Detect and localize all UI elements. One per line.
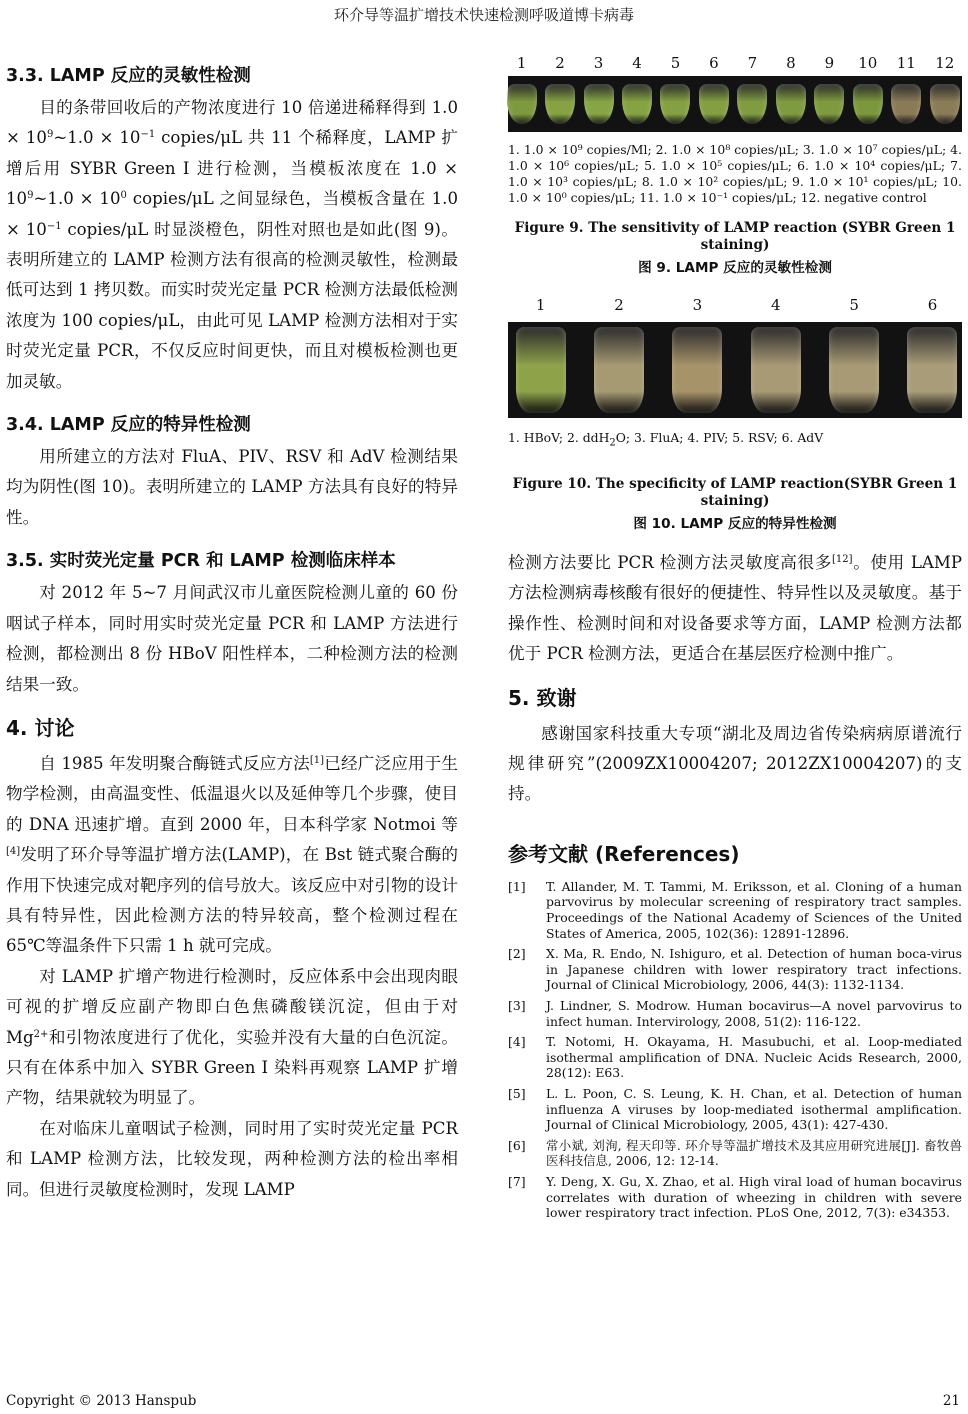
lane-number: 5 [849,296,859,314]
reference-text: X. Ma, R. Endo, N. Ishiguro, et al. Detection of human boca-virus in Japanese children with lower respiratory tract infections. Journal of Clinical Microbiology, 2006, 44(3): 1132-1134. [546,946,962,993]
discussion-continuation: 检测方法要比 PCR 检测方法灵敏度高很多[12]。使用 LAMP 方法检测病毒核酸有很好的便捷性、特异性以及灵敏度。基于操作性、检测时间和对设备要求等方面，LAMP 检测方法都优于 PCR 检测方法，更适合在基层医疗检测中推广。 [508,553,963,664]
reaction-tube [891,84,921,124]
section-3-5-paragraph: 对 2012 年 5~7 月间武汉市儿童医院检测儿童的 60 份咽试子样本，同时用实时荧光定量 PCR 和 LAMP 方法进行检测，都检测出 8 份 HBoV 阳性样本，二种检测方法的检测结果一致。 [6,583,458,694]
section-4-title: 4. 讨论 [6,715,75,740]
reaction-tube [907,327,957,413]
references-title: 参考文献 (References) [508,841,740,866]
footer-copyright: Copyright © 2013 Hanspub [6,1393,197,1409]
figure-10-title-cn: 图 10. LAMP 反应的特异性检测 [633,516,837,532]
section-3-3-title: 3.3. LAMP 反应的灵敏性检测 [6,66,251,86]
lane-number: 2 [614,296,624,314]
reference-text: L. L. Poon, C. S. Leung, K. H. Chan, et al. Detection of human influenza A viruses by loop-mediated isothermal amplification. Journal of Clinical Microbiology, 2005, 43(1): 427-430. [546,1085,962,1133]
figure-10-title-en: Figure 10. The specificity of LAMP reaction(SYBR Green 1 staining) [512,476,958,509]
left-column [6,48,458,1205]
lane-number: 6 [927,296,938,314]
reference-item [508,879,962,941]
section-3-4-title: 3.4. LAMP 反应的特异性检测 [6,415,251,436]
lane-number: 4 [632,54,642,72]
lane-number: 3 [692,296,703,314]
reaction-tube [594,327,644,413]
figure-9-title-en: Figure 9. The sensitivity of LAMP reaction (SYBR Green 1 staining) [514,220,956,253]
lane-number: 5 [670,54,681,72]
lane-number: 4 [770,296,781,314]
reference-item [508,946,962,993]
reaction-tube [507,84,537,124]
reaction-tube [751,327,801,413]
lane-number: 11 [896,54,916,72]
figure-10-lane-numbers [508,296,962,318]
reaction-tube [814,84,844,124]
reaction-tube [660,84,690,124]
lane-number: 7 [747,54,758,72]
lane-number: 10 [858,54,878,72]
reaction-tube [516,327,566,413]
right-column [508,54,962,1226]
lane-number: 12 [935,54,955,72]
reference-item [508,1138,962,1169]
figure-9-photo [508,76,962,132]
section-5-paragraph: 感谢国家科技重大专项“湖北及周边省传染病病原谱流行规律研究”(2009ZX10004207; 2012ZX10004207)的支持。 [508,723,962,804]
lane-number: 9 [824,54,835,72]
reaction-tube [584,84,614,124]
figure-9-lane-numbers [508,54,962,76]
reference-item [508,1174,962,1221]
section-5-title: 5. 致谢 [508,685,577,710]
reference-text: J. Lindner, S. Modrow. Human bocavirus—A novel parvovirus to infect human. Intervirology, 2008, 51(2): 116-122. [546,998,962,1029]
section-4-paragraph-3: 在对临床儿童咽试子检测，同时用了实时荧光定量 PCR 和 LAMP 检测方法，比较发现，两种检测方法的检出率相同。但进行灵敏度检测时，发现 LAMP [6,1118,458,1199]
reaction-tube [776,84,806,124]
section-3-4-paragraph: 用所建立的方法对 FluA、PIV、RSV 和 AdV 检测结果均为阴性(图 10)。表明所建立的 LAMP 方法具有良好的特异性。 [6,447,458,527]
reference-text: Y. Deng, X. Gu, X. Zhao, et al. High viral load of human bocavirus correlates with duration of wheezing in children with severe lower respiratory tract infection. PLoS One, 2012, 7(3): e34353. [546,1173,962,1221]
reference-text: 常小斌, 刘洵, 程天印等. 环介导等温扩增技术及其应用研究进展[J]. 畜牧兽医科技信息, 2006, 12: 12-14. [546,1137,962,1169]
reaction-tube [545,84,575,124]
lane-number: 6 [709,54,719,72]
reference-number: [3] [508,998,526,1013]
reference-text: T. Notomi, H. Okayama, H. Masubuchi, et al. Loop-mediated isothermal amplification of DNA. Nucleic Acids Research, 2000, 28(12): E63. [546,1034,962,1081]
figure-10-caption: 1. HBoV; 2. ddH$_2$O; 3. FluA; 4. PIV; 5. RSV; 6. AdV [508,430,824,449]
lane-number: 3 [593,54,604,72]
references-list [508,879,962,1221]
reaction-tube [829,327,879,413]
lane-number: 1 [535,296,546,314]
running-head: 环介导等温扩增技术快速检测呼吸道博卡病毒 [333,6,634,24]
reference-number: [1] [508,878,526,894]
reaction-tube [853,84,883,124]
footer-page-number: 21 [942,1393,960,1409]
lane-number: 2 [555,54,565,72]
reference-text: T. Allander, M. T. Tammi, M. Eriksson, et al. Cloning of a human parvovirus by molecular screening of respiratory tract samples. Proceedings of the National Academy of Sciences of the United States of America, 2005, 102(36): 12891-12896. [546,878,962,941]
reaction-tube [930,84,960,124]
figure-9-caption: 1. 1.0 × 10⁹ copies/Ml; 2. 1.0 × 10⁸ copies/μL; 3. 1.0 × 10⁷ copies/μL; 4. 1.0 × 10⁶ copies/μL; 5. 1.0 × 10⁵ copies/μL; 6. 1.0 × 10⁴ copies/μL; 7. 1.0 × 10³ copies/μL; 8. 1.0 × 10² copies/μL; 9. 1.0 × 10¹ copies/μL; 10. 1.0 × 10⁰ copies/μL; 11. 1.0 × 10⁻¹ copies/μL; 12. negative control [508,142,962,205]
lane-number: 8 [786,54,796,72]
reference-number: [4] [508,1034,526,1050]
section-4-paragraph-2: 对 LAMP 扩增产物进行检测时，反应体系中会出现肉眼可视的扩增反应副产物即白色焦磷酸镁沉淀，但由于对 $Mg^{2+}$和引物浓度进行了优化，实验并没有大量的白色沉淀。只有在体系中加入 SYBR Green I 染料再观察 LAMP 扩增产物，结果就较为明显了。 [6,966,458,1108]
figure-9-title-cn: 图 9. LAMP 反应的灵敏性检测 [638,260,832,276]
section-3-5-title: 3.5. 实时荧光定量 PCR 和 LAMP 检测临床样本 [6,551,396,572]
reference-number: [2] [508,946,526,962]
figure-10 [508,296,962,532]
reference-item [508,998,962,1029]
reaction-tube [622,84,652,124]
reaction-tube [699,84,729,124]
reference-item [508,1034,962,1081]
reference-item [508,1086,962,1133]
reaction-tube [737,84,767,124]
section-4-paragraph-1: 自 1985 年发明聚合酶链式反应方法[1]已经广泛应用于生物学检测，由高温变性、低温退火以及延伸等几个步骤，使目的 DNA 迅速扩增。直到 2000 年，日本科学家 Notmoi 等[4]发明了环介导等温扩增方法(LAMP)，在 Bst 链式聚合酶的作用下快速完成对靶序列的信号放大。该反应中对引物的设计具有特异性，因此检测方法的特异较高，整个检测过程在 65℃等温条件下只需 1 h 就可完成。 [6,753,459,956]
reaction-tube [672,327,722,413]
reference-number: [7] [508,1173,526,1189]
figure-9 [508,54,962,276]
reference-number: [5] [508,1085,526,1101]
lane-number: 1 [516,54,527,72]
figure-10-photo [508,322,962,418]
reference-number: [6] [508,1137,526,1153]
section-3-3-paragraph: 目的条带回收后的产物浓度进行 10 倍递进稀释得到 $1.0 \times 10^9\sim 1.0 \times 10^{-1}$ copies/μL 共 11 个稀释度，LAMP 扩增后用 SYBR Green I 进行检测，当模板浓度在 $1.0 \times 10^9\sim 1.0 \times 10^0$ copies/μL 之间显绿色，当模板含量在 $1.0 \times 10^{-1}$ copies/μL 时显淡橙色，阴性对照也是如此(图 9)。表明所建立的 LAMP 检测方法有很高的检测灵敏性，检测最低可达到 1 拷贝数。而实时荧光定量 PCR 检测方法最低检测浓度为 100 copies/μL，由此可见 LAMP 检测方法相对于实时荧光定量 PCR，不仅反应时间更快，而且对模板检测也更加灵敏。 [6,98,458,391]
